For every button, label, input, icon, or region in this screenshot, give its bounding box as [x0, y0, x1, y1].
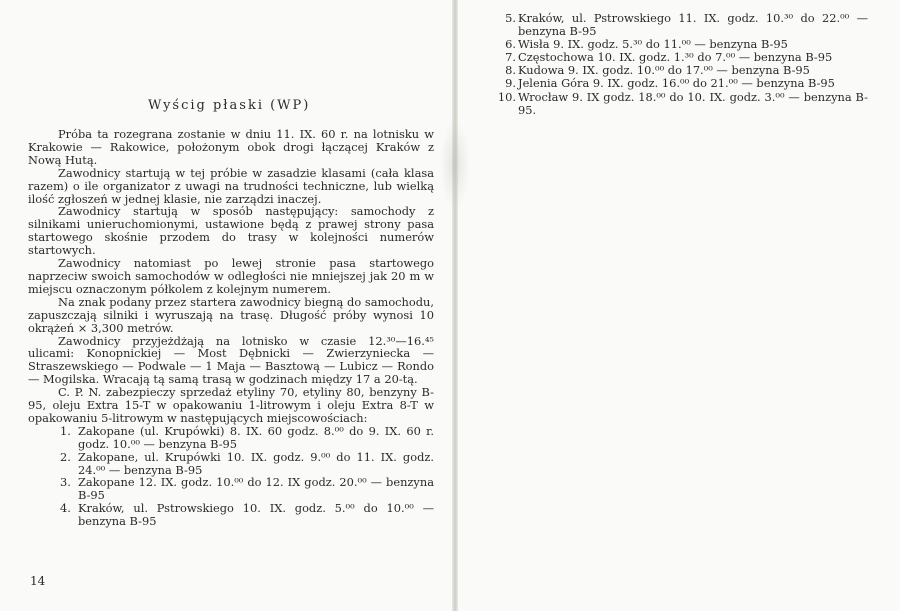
list-item-text: Zakopane (ul. Krupówki) 8. IX. 60 godz. 8.⁰⁰ do 9. IX. 60 r. godz. 10.⁰⁰ — benzyna B-95: [78, 423, 434, 451]
list-item: [28, 502, 434, 528]
list-number: 8.: [505, 63, 516, 78]
list-number: 5.: [505, 11, 516, 25]
paper-smudge: [440, 120, 470, 210]
list-item-text: Jelenia Góra 9. IX. godz. 16.⁰⁰ do 21.⁰⁰ — benzyna B-95: [518, 76, 835, 91]
list-item-text: Zakopane 12. IX. godz. 10.⁰⁰ do 12. IX godz. 20.⁰⁰ — benzyna B-95: [78, 475, 434, 503]
paragraph: Na znak podany przez startera zawodnicy biegną do samochodu, zapuszczają silniki i wyruszają na trasę. Długość próby wynosi 10 okrążeń × 3,300 metrów.: [28, 294, 434, 335]
list-item-text: Kudowa 9. IX. godz. 10.⁰⁰ do 17.⁰⁰ — benzyna B-95: [518, 63, 810, 78]
paragraph: C. P. N. zabezpieczy sprzedaż etyliny 70, etyliny 80, benzyny B-95, oleju Extra 15-T w opakowaniu 1-litrowym i oleju Extra 8-T w opakowaniu 5-litrowym w następujących miejscowościach:: [28, 385, 434, 425]
list-item-text: Częstochowa 10. IX. godz. 1.³⁰ do 7.⁰⁰ — benzyna B-95: [518, 50, 833, 65]
fuel-station-list-continued: [496, 12, 868, 117]
list-item: [28, 425, 434, 451]
paragraph: Zawodnicy przyjeżdżają na lotnisko w czasie 12.³⁰—16.⁴⁵ ulicami: Konopnickiej — Most Dębnicki — Zwierzyniecka — Straszewskiego — Podwale — 1 Maja — Basztową — Lubicz — Rondo — Mogilska. Wracają tą samą trasą w godzinach między 17 a 20-tą.: [28, 333, 434, 387]
paragraph: Zawodnicy startują w tej próbie w zasadzie klasami (cała klasa razem) o ile organizator z uwagi na trudności techniczne, lub wielką ilość zgłoszeń w jednej klasie, nie zarządzi inaczej.: [28, 165, 434, 206]
paragraph: Zawodnicy natomiast po lewej stronie pasa startowego naprzeciw swoich samochodów w odległości nie mniejszej jak 20 m w miejscu oznaczonym półkolem z kolejnym numerem.: [28, 256, 434, 296]
list-number: 4.: [60, 501, 71, 516]
list-item: [496, 12, 868, 38]
list-item: [496, 91, 868, 117]
list-item: [28, 476, 434, 502]
left-page-body: [28, 128, 434, 528]
list-number: 10.: [497, 89, 516, 104]
list-number: 2.: [60, 449, 71, 464]
list-item-text: Kraków, ul. Pstrowskiego 10. IX. godz. 5.⁰⁰ do 10.⁰⁰ — benzyna B-95: [78, 501, 434, 529]
list-item-text: Zakopane, ul. Krupówki 10. IX. godz. 9.⁰⁰ do 11. IX. godz. 24.⁰⁰ — benzyna B-95: [78, 449, 434, 477]
list-number: 3.: [60, 475, 71, 490]
list-number: 6.: [505, 37, 516, 52]
list-number: 9.: [505, 76, 516, 91]
list-item-text: Wisła 9. IX. godz. 5.³⁰ do 11.⁰⁰ — benzyna B-95: [518, 37, 788, 52]
list-number: 7.: [505, 50, 516, 65]
section-title: Wyścig płaski (WP): [148, 98, 311, 113]
fuel-station-list: [28, 425, 434, 528]
list-item-text: Kraków, ul. Pstrowskiego 11. IX. godz. 10.³⁰ do 22.⁰⁰ — benzyna B-95: [518, 11, 868, 39]
list-item: [28, 451, 434, 477]
list-number: 1.: [60, 423, 71, 438]
list-item-text: Wrocław 9. IX godz. 18.⁰⁰ do 10. IX. godz. 3.⁰⁰ — benzyna B-95.: [518, 89, 868, 117]
page-number: 14: [30, 574, 46, 588]
paragraph: Próba ta rozegrana zostanie w dniu 11. IX. 60 r. na lotnisku w Krakowie — Rakowice, położonym obok drogi łączącej Kraków z Nową Hutą.: [28, 127, 434, 167]
paragraph: Zawodnicy startują w sposób następujący: samochody z silnikami unieruchomionymi, ustawione będą z prawej strony pasa startowego skośnie przodem do trasy w kolejności numerów startowych.: [28, 204, 434, 258]
